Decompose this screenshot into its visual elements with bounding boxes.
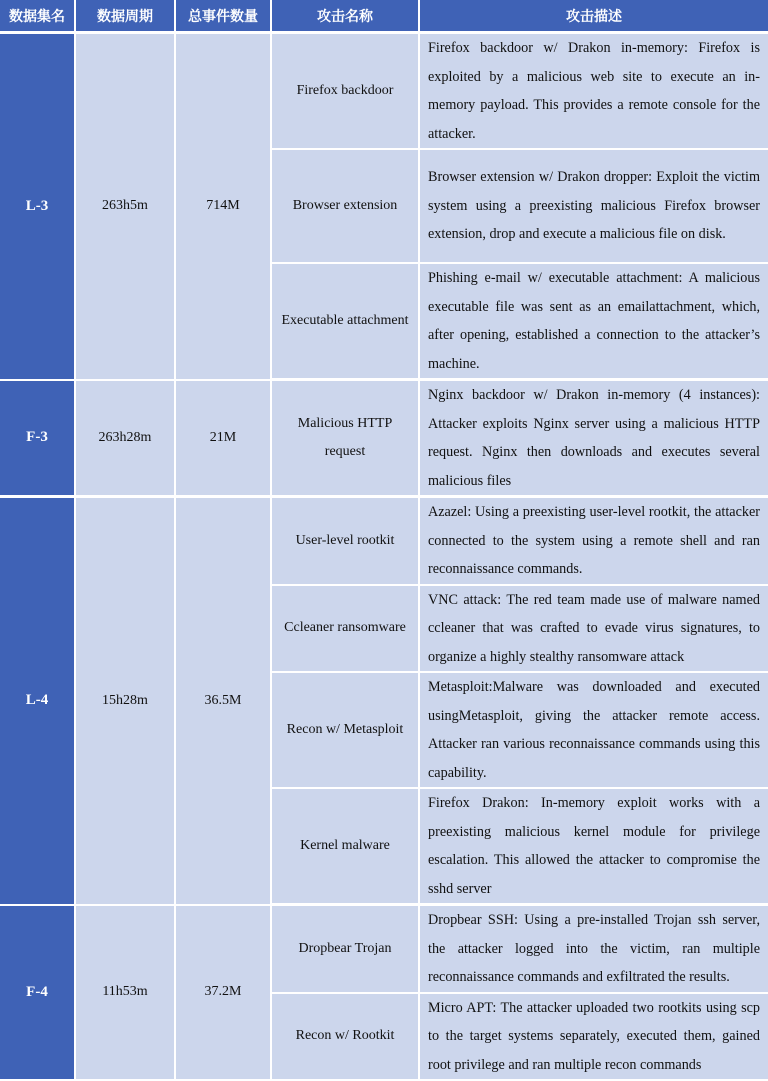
header-attack-name: 攻击名称 bbox=[271, 0, 419, 33]
attack-name-cell: Dropbear Trojan bbox=[271, 905, 419, 993]
header-event-count: 总事件数量 bbox=[175, 0, 271, 33]
attack-name-cell: User-level rootkit bbox=[271, 497, 419, 585]
table-row bbox=[0, 905, 768, 993]
header-attack-description: 攻击描述 bbox=[419, 0, 768, 33]
attack-description-cell: Firefox Drakon: In-memory exploit works with a preexisting malicious kernel module for privilege escalation. This allowed the attacker to compromise the sshd server bbox=[419, 788, 768, 905]
attack-name-cell: Executable attachment bbox=[271, 263, 419, 380]
event-count-cell: 714M bbox=[175, 33, 271, 380]
attack-name-cell: Browser extension bbox=[271, 149, 419, 263]
dataset-name-cell: F-4 bbox=[0, 905, 75, 1081]
dataset-name-cell: L-4 bbox=[0, 497, 75, 905]
period-cell: 263h28m bbox=[75, 380, 175, 497]
attack-name-cell: Ccleaner ransomware bbox=[271, 585, 419, 673]
attack-description-cell: Browser extension w/ Drakon dropper: Exploit the victim system using a preexisting malicious Firefox browser extension, drop and execute a malicious file on disk. bbox=[419, 149, 768, 263]
event-count-cell: 37.2M bbox=[175, 905, 271, 1081]
attack-description-cell: Nginx backdoor w/ Drakon in-memory (4 instances): Attacker exploits Nginx server using a malicious HTTP request. Nginx then downloads and executes several malicious files bbox=[419, 380, 768, 497]
attack-name-cell: Malicious HTTP request bbox=[271, 380, 419, 497]
dataset-name-cell: F-3 bbox=[0, 380, 75, 497]
period-cell: 15h28m bbox=[75, 497, 175, 905]
attack-description-cell: Metasploit:Malware was downloaded and executed usingMetasploit, giving the attacker remote access. Attacker ran various reconnaissance commands using this capability. bbox=[419, 672, 768, 788]
attack-description-cell: Azazel: Using a preexisting user-level rootkit, the attacker connected to the system using a remote shell and ran reconnaissance commands. bbox=[419, 497, 768, 585]
period-cell: 11h53m bbox=[75, 905, 175, 1081]
period-cell: 263h5m bbox=[75, 33, 175, 380]
attack-description-cell: Micro APT: The attacker uploaded two rootkits using scp to the target systems separately, executed them, gained root privilege and ran multiple recon commands bbox=[419, 993, 768, 1081]
attack-description-cell: Dropbear SSH: Using a pre-installed Trojan ssh server, the attacker logged into the victim, ran multiple reconnaissance commands and exfiltrated the results. bbox=[419, 905, 768, 993]
attack-description-cell: Phishing e-mail w/ executable attachment: A malicious executable file was sent as an emailattachment, which, after opening, established a connection to the attacker’s machine. bbox=[419, 263, 768, 380]
attack-name-cell: Recon w/ Rootkit bbox=[271, 993, 419, 1081]
attack-name-cell: Firefox backdoor bbox=[271, 33, 419, 150]
table-row bbox=[0, 497, 768, 585]
event-count-cell: 21M bbox=[175, 380, 271, 497]
header-period: 数据周期 bbox=[75, 0, 175, 33]
attack-name-cell: Kernel malware bbox=[271, 788, 419, 905]
attack-description-cell: VNC attack: The red team made use of malware named ccleaner that was crafted to evade virus signatures, to organize a highly stealthy ransomware attack bbox=[419, 585, 768, 673]
table-row bbox=[0, 380, 768, 497]
attack-name-cell: Recon w/ Metasploit bbox=[271, 672, 419, 788]
event-count-cell: 36.5M bbox=[175, 497, 271, 905]
header-dataset-name: 数据集名 bbox=[0, 0, 75, 33]
table-row bbox=[0, 33, 768, 150]
attack-description-cell: Firefox backdoor w/ Drakon in-memory: Firefox is exploited by a malicious web site to execute an in-memory payload. This provides a remote console for the attacker. bbox=[419, 33, 768, 150]
dataset-name-cell: L-3 bbox=[0, 33, 75, 380]
header-row bbox=[0, 0, 768, 33]
